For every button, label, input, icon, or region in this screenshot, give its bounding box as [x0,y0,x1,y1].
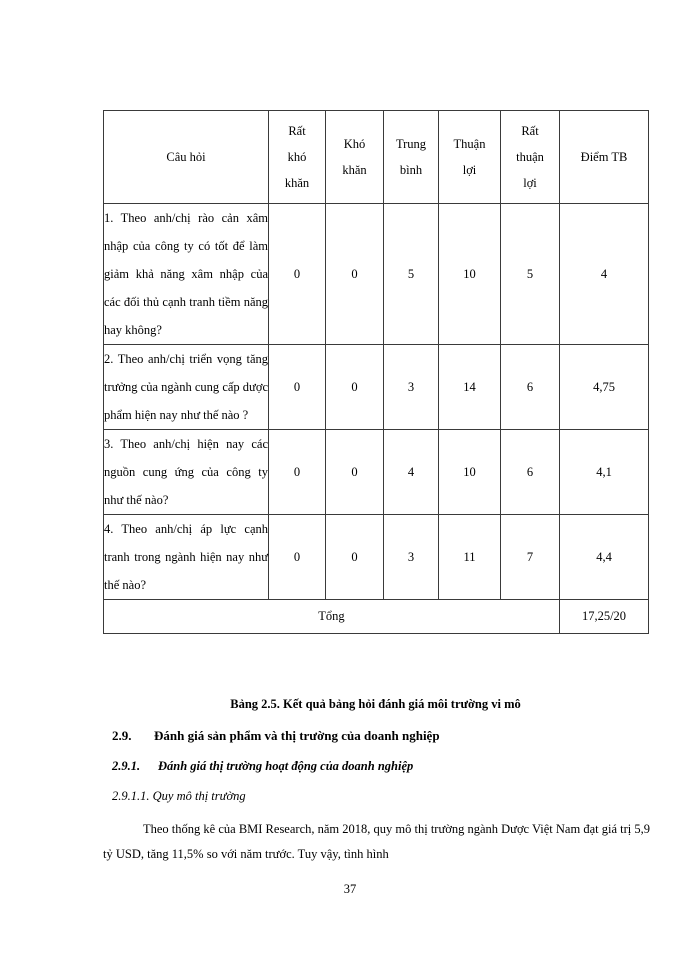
header-cell-trung-binh [384,111,439,204]
subsection-number: 2.9.1. [112,759,141,773]
header-cell-rat-thuan-loi [501,111,560,204]
value-thuan-loi: 11 [439,515,501,600]
value-trung-binh: 3 [384,345,439,430]
value-thuan-loi: 10 [439,204,501,345]
total-label: Tổng [104,600,560,634]
header-line: bình [399,163,423,177]
value-thuan-loi: 10 [439,430,501,515]
survey-table-container [103,110,648,634]
question-text: 1. Theo anh/chị rào cản xâm nhập của công ty có tốt để làm giảm khả năng xâm nhập của các đối thủ cạnh tranh tiềm năng hay không? [104,204,269,345]
section-number: 2.9. [112,728,132,743]
value-rat-thuan-loi: 6 [501,430,560,515]
value-rat-kho-khan: 0 [269,430,326,515]
question-text: 4. Theo anh/chị áp lực cạnh tranh trong ngành hiện nay như thế nào? [104,515,269,600]
total-value: 17,25/20 [560,600,649,634]
header-cell-diem-tb [560,111,649,204]
value-kho-khan: 0 [326,430,384,515]
header-line: Điểm TB [580,150,628,164]
table-body [104,204,649,634]
header-line: lợi [523,176,537,190]
header-line: Rất [521,124,539,138]
question-text: 2. Theo anh/chị triển vọng tăng trưởng của ngành cung cấp dược phẩm hiện nay như thế nào ? [104,345,269,430]
value-trung-binh: 5 [384,204,439,345]
table-row [104,204,649,345]
header-line: Khó [343,137,366,151]
value-kho-khan: 0 [326,204,384,345]
value-trung-binh: 3 [384,515,439,600]
header-line: lợi [462,163,477,177]
value-kho-khan: 0 [326,515,384,600]
table-row [104,515,649,600]
value-diem-tb: 4 [560,204,649,345]
table-header-row [104,111,649,204]
header-line: Trung [395,137,427,151]
page-number: 37 [343,882,357,896]
question-text: 3. Theo anh/chị hiện nay các nguồn cung ứng của công ty như thế nào? [104,430,269,515]
value-diem-tb: 4,1 [560,430,649,515]
section-heading-2-9 [112,728,652,744]
section-title: Đánh giá sản phẩm và thị trường của doanh nghiệp [154,728,440,743]
value-rat-kho-khan: 0 [269,515,326,600]
value-trung-binh: 4 [384,430,439,515]
subsection-title: Đánh giá thị trường hoạt động của doanh nghiệp [158,759,414,773]
value-rat-kho-khan: 0 [269,345,326,430]
value-thuan-loi: 14 [439,345,501,430]
header-line: Thuận [453,137,486,151]
table-row [104,430,649,515]
value-diem-tb: 4,75 [560,345,649,430]
table-total-row [104,600,649,634]
header-line: Rất [288,124,306,138]
value-kho-khan: 0 [326,345,384,430]
section-heading-2-9-1-1: 2.9.1.1. Quy mô thị trường [112,789,246,803]
header-cell-kho-khan [326,111,384,204]
header-line: khó [287,150,307,164]
value-rat-thuan-loi: 6 [501,345,560,430]
header-cell-rat-kho-khan [269,111,326,204]
header-line: Câu hỏi [166,150,206,164]
header-cell-question [104,111,269,204]
value-rat-kho-khan: 0 [269,204,326,345]
header-line: thuận [516,150,544,164]
table-row [104,345,649,430]
value-rat-thuan-loi: 7 [501,515,560,600]
table-caption: Bảng 2.5. Kết quả bảng hỏi đánh giá môi trường vi mô [230,697,521,711]
body-paragraph: Theo thống kê của BMI Research, năm 2018, quy mô thị trường ngành Dược Việt Nam đạt giá trị 5,9 tỷ USD, tăng 11,5% so với năm trước. Tuy vậy, tình hình [103,822,650,861]
survey-results-table [103,110,649,634]
header-line: khăn [284,176,310,190]
header-cell-thuan-loi [439,111,501,204]
header-line: khăn [342,163,367,177]
value-diem-tb: 4,4 [560,515,649,600]
value-rat-thuan-loi: 5 [501,204,560,345]
section-heading-2-9-1 [112,759,652,774]
table-header [104,111,649,204]
